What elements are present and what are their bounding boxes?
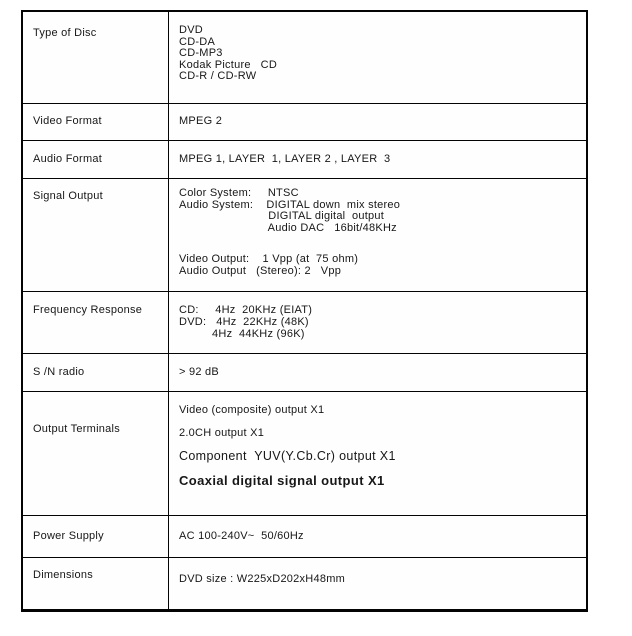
row-value-cell — [169, 354, 586, 391]
row-label-cell — [23, 12, 169, 103]
value-line: Kodak Picture CD — [179, 58, 278, 71]
value-line: MPEG 2 — [179, 115, 223, 128]
row-label-cell — [23, 354, 169, 391]
table-row-video-format — [23, 103, 586, 140]
row-value-cell — [169, 516, 586, 557]
value-line: CD-DA — [179, 35, 216, 48]
value-line: MPEG 1, LAYER 1, LAYER 2 , LAYER 3 — [179, 152, 391, 165]
value-line: Audio System: DIGITAL down mix stereo — [179, 198, 401, 211]
value-line: CD: 4Hz 20KHz (EIAT) — [179, 304, 313, 316]
value-line: Video Output: 1 Vpp (at 75 ohm) — [179, 253, 359, 265]
row-label: Power Supply — [33, 529, 104, 542]
row-value-cell — [169, 12, 586, 103]
value-line: Color System: NTSC — [179, 187, 299, 199]
value-line: DIGITAL digital output — [179, 210, 385, 222]
table-row-sn-radio — [23, 353, 586, 391]
row-label-cell — [23, 292, 169, 353]
value-line: Component YUV(Y.Cb.Cr) output X1 — [179, 449, 396, 463]
table-row-output-terminals — [23, 391, 586, 515]
row-label-cell — [23, 141, 169, 178]
spec-table — [21, 10, 588, 612]
row-label-cell — [23, 104, 169, 140]
table-row-type-of-disc — [23, 12, 586, 103]
value-line: 4Hz 44KHz (96K) — [179, 328, 305, 340]
row-value-cell — [169, 392, 586, 515]
table-row-audio-format — [23, 140, 586, 178]
row-label-cell — [23, 392, 169, 515]
value-line: CD-MP3 — [179, 47, 223, 59]
row-value-cell — [169, 292, 586, 353]
value-line: CD-R / CD-RW — [179, 70, 257, 82]
row-label: Signal Output — [33, 190, 103, 202]
value-line: > 92 dB — [179, 365, 219, 378]
table-row-frequency-response — [23, 291, 586, 353]
row-label: Output Terminals — [33, 423, 120, 435]
value-line: Audio Output (Stereo): 2 Vpp — [179, 264, 342, 277]
row-label-cell — [23, 516, 169, 557]
row-value-cell — [169, 104, 586, 140]
row-label-cell — [23, 558, 169, 609]
value-line: Video (composite) output X1 — [179, 404, 325, 416]
row-label-cell — [23, 179, 169, 291]
value-line: DVD size : W225xD202xH48mm — [179, 573, 346, 585]
table-row-dimensions — [23, 557, 586, 609]
table-row-signal-output — [23, 178, 586, 291]
row-value-cell — [169, 141, 586, 178]
row-value-cell — [169, 179, 586, 291]
value-line: Audio DAC 16bit/48KHz — [179, 221, 397, 234]
table-row-power-supply — [23, 515, 586, 557]
row-value-cell — [169, 558, 586, 609]
line-gap — [179, 234, 586, 254]
value-line: 2.0CH output X1 — [179, 427, 265, 439]
value-line: Coaxial digital signal output X1 — [179, 473, 385, 488]
row-label: Dimensions — [33, 569, 93, 581]
row-label: Video Format — [33, 115, 102, 128]
row-label: Frequency Response — [33, 304, 143, 316]
value-line: DVD: 4Hz 22KHz (48K) — [179, 316, 309, 328]
row-label: S /N radio — [33, 365, 85, 378]
value-line: DVD — [179, 24, 203, 36]
row-label: Audio Format — [33, 152, 103, 165]
value-line: AC 100-240V~ 50/60Hz — [179, 529, 304, 542]
row-label: Type of Disc — [33, 27, 97, 39]
